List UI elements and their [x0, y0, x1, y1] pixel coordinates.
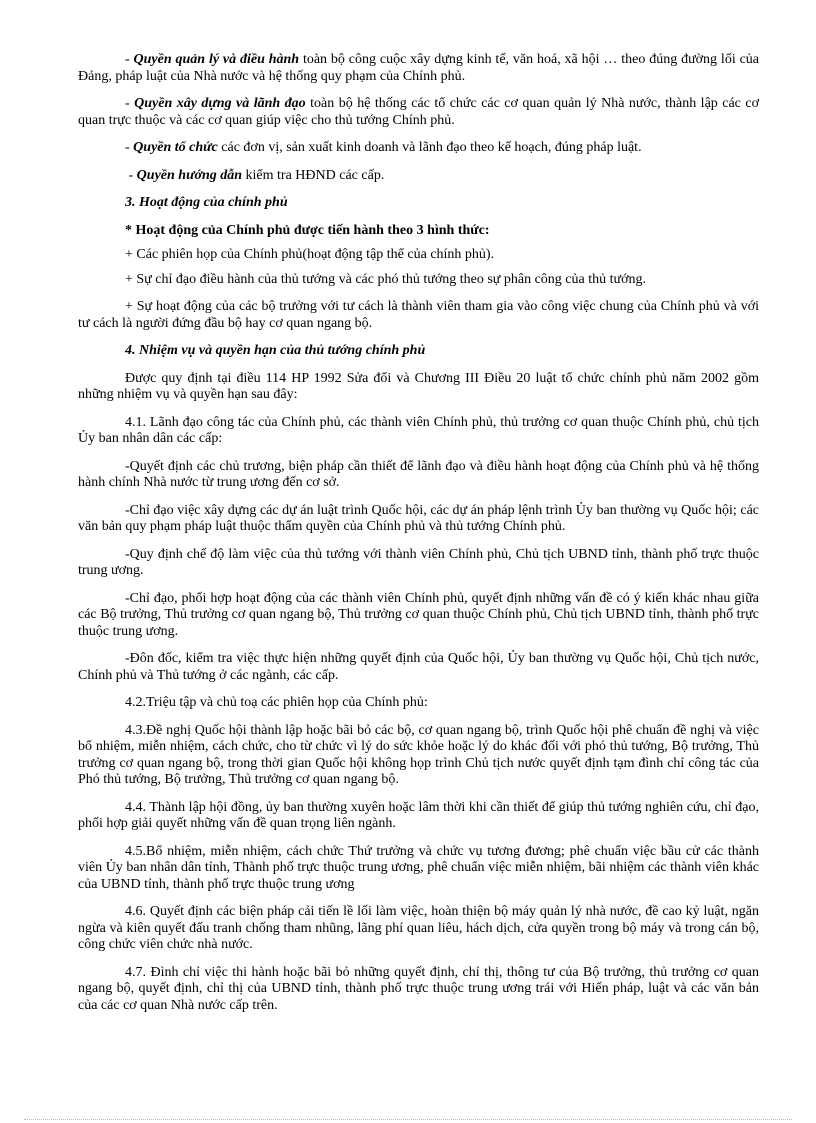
paragraph-4-1: 4.1. Lãnh đạo công tác của Chính phủ, các thành viên Chính phủ, thủ trưởng cơ quan thuộc Chính phủ, chủ tịch Ủy ban nhân dân các cấp: — [78, 414, 759, 446]
paragraph-quan-ly — [78, 52, 759, 85]
section-heading-3: 3. Hoạt động của chính phủ — [125, 195, 288, 210]
paragraph-4-5: 4.5.Bổ nhiệm, miễn nhiệm, cách chức Thứ trưởng và chức vụ tương đương; phê chuẩn việc bầu cử các thành viên Ủy ban nhân dân tỉnh, Thành phố trực thuộc trung ương, phê chuẩn việc miễn nhiệm, bãi nhiệm các thành viên khác của UBND tỉnh, thành phố trực thuộc trung ương — [78, 843, 759, 892]
bullet-dash: - — [125, 140, 134, 155]
paragraph-quy-dinh: Được quy định tại điều 114 HP 1992 Sửa đổi và Chương III Điều 20 luật tổ chức chính phủ năm 2002 gồm những nhiệm vụ và quyền hạn sau đây: — [78, 370, 759, 402]
paragraph-to-chuc — [78, 140, 759, 157]
page-bottom-divider — [24, 1119, 792, 1120]
subheading-hinh-thuc: * Hoạt động của Chính phủ được tiến hành theo 3 hình thức: — [125, 222, 490, 238]
bullet-dash: - — [125, 52, 134, 67]
paragraph-4-4: 4.4. Thành lập hội đồng, ủy ban thường xuyên hoặc lâm thời khi cần thiết để giúp thủ tướng nghiên cứu, chỉ đạo, phối hợp giải quyết những vấn đề quan trọng liên ngành. — [78, 799, 759, 831]
paragraph-text: toàn bộ công cuộc xây dựng kinh tế, văn hoá, xã hội … theo đúng đường lối của Đảng, pháp luật của Nhà nước và hệ thống quy phạm của Chính phủ. — [78, 52, 759, 84]
paragraph-don-doc: -Đôn đốc, kiểm tra việc thực hiện những quyết định của Quốc hội, Ủy ban thường vụ Quốc hội, Chủ tịch nước, Chính phủ và Thủ tướng ở các ngành, các cấp. — [78, 651, 759, 683]
paragraph-text: các đơn vị, sản xuất kinh doanh và lãnh đạo theo kế hoạch, đúng pháp luật. — [217, 140, 642, 155]
list-item-phien-hop: + Các phiên họp của Chính phủ(hoạt động tập thể của chính phủ). — [125, 247, 495, 262]
paragraph-text: toàn bộ hệ thống các tổ chức các cơ quan quản lý Nhà nước, thành lập các cơ quan trực thuộc và các cơ quan giúp việc cho thủ tướng Chính phủ. — [78, 96, 759, 128]
paragraph-4-2: 4.2.Triệu tập và chủ toạ các phiên họp của Chính phủ: — [125, 695, 428, 710]
paragraph-quyet-dinh: -Quyết định các chủ trương, biện pháp cần thiết để lãnh đạo và điều hành hoạt động của Chính phủ và hệ thống hành chính Nhà nước từ trung ương đến cơ sở. — [78, 458, 759, 490]
bullet-dash: - — [125, 167, 137, 183]
list-item-bo-truong: + Sự hoạt động của các bộ trưởng với tư cách là thành viên tham gia vào công việc chung của Chính phủ và với tư cách là người đứng đầu bộ hay cơ quan ngang bộ. — [78, 299, 759, 331]
bullet-dash: - — [125, 96, 135, 111]
paragraph-text: kiểm tra HĐND các cấp. — [242, 167, 385, 183]
emphasis-term: Quyền tổ chức — [133, 140, 218, 155]
emphasis-term: Quyền xây dựng và lãnh đạo — [134, 96, 306, 111]
document-body — [78, 52, 759, 1025]
paragraph-du-an-luat: -Chỉ đạo việc xây dựng các dự án luật trình Quốc hội, các dự án pháp lệnh trình Ủy ban thường vụ Quốc hội; các văn bản quy phạm pháp luật thuộc thẩm quyền của Chính phủ và thủ tướng Chính phủ. — [78, 502, 759, 534]
paragraph-xay-dung — [78, 96, 759, 129]
paragraph-4-6: 4.6. Quyết định các biện pháp cải tiến lề lối làm việc, hoàn thiện bộ máy quản lý nhà nước, đề cao kỷ luật, ngăn ngừa và kiên quyết đấu tranh chống tham nhũng, lãng phí quan liêu, hách dịch, cửa quyền trong bộ máy và trong cán bộ, công chức viên chức nhà nước. — [78, 904, 759, 952]
emphasis-term: Quyền hướng dẫn — [136, 167, 243, 183]
emphasis-term: Quyền quản lý và điều hành — [133, 52, 300, 67]
paragraph-phoi-hop: -Chỉ đạo, phối hợp hoạt động của các thành viên Chính phủ, quyết định những vấn đề có ý kiến khác nhau giữa các Bộ trưởng, Thủ trưởng cơ quan ngang bộ, Thủ trưởng cơ quan thuộc Chính phủ, Chủ tịch UBND tỉnh, thành phố trực thuộc trung ương. — [78, 590, 759, 639]
paragraph-che-do: -Quy định chế độ làm việc của thủ tướng với thành viên Chính phủ, Chủ tịch UBND tỉnh, thành phố trực thuộc trung ương. — [78, 546, 759, 578]
paragraph-4-7: 4.7. Đình chỉ việc thi hành hoặc bãi bỏ những quyết định, chỉ thị, thông tư của Bộ trưởng, thủ trưởng cơ quan ngang bộ, quyết định, chỉ thị của UBND tỉnh, thành phố trực thuộc trung ương trái với Hiến pháp, luật và các văn bản của các cơ quan Nhà nước cấp trên. — [78, 964, 759, 1013]
list-item-chi-dao: + Sự chỉ đạo điều hành của thủ tướng và các phó thủ tướng theo sự phân công của thủ tướng. — [125, 271, 646, 287]
section-heading-4: 4. Nhiệm vụ và quyền hạn của thủ tướng chính phủ — [125, 343, 426, 358]
paragraph-4-3: 4.3.Đề nghị Quốc hội thành lập hoặc bãi bỏ các bộ, cơ quan ngang bộ, trình Quốc hội phê chuẩn đề nghị và việc bổ nhiệm, miễn nhiệm, cách chức, cho từ chức vì lý do sức khỏe hoặc lý do khác đối với phó thủ tướng, Bộ trưởng, Thủ trưởng cơ quan ngang bộ, trong thời gian Quốc hội không họp trình Chủ tịch nước quyết định tạm đình chỉ công tác của Phó thủ tướng, Bộ trưởng, Thủ trưởng cơ quan ngang bộ. — [78, 722, 759, 787]
paragraph-huong-dan — [78, 168, 759, 185]
